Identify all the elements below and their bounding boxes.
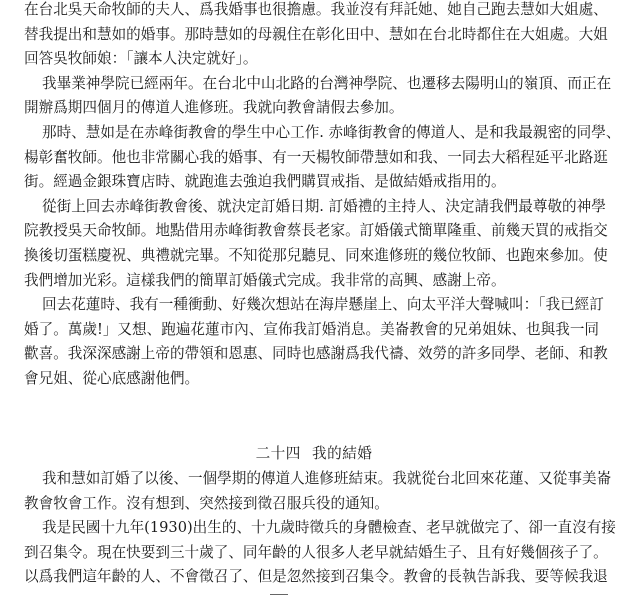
text-line: 歡喜。我深深感謝上帝的帶領和恩惠、同時也感謝爲我代禱、效勞的許多同學、老師、和教 [24, 345, 608, 363]
text-line: 街。經過金銀珠寶店時、就跑進去強迫我們購買戒指、是做結婚戒指用的。 [24, 173, 506, 191]
page-number-fragment [270, 594, 288, 599]
text-line: 我是民國十九年(1930)出生的、十九歲時徵兵的身體檢查、老早就做完了、卻一直沒有接 [42, 519, 616, 537]
text-line: 我們增加光彩。這樣我們的簡單訂婚儀式完成。我非常的高興、感謝上帝。 [24, 271, 506, 289]
text-line: 替我提出和慧如的婚事。那時慧如的母親住在彰化田中、慧如在台北時都住在大姐處。大姐 [24, 25, 608, 43]
text-line: 從街上回去赤峰街教會後、就決定訂婚日期. 訂婚禮的主持人、決定請我們最尊敬的神學 [42, 197, 606, 215]
text-line: 我畢業神學院已經兩年。在台北中山北路的台灣神學院、也遷移去陽明山的嶺頂、而正在 [42, 74, 612, 92]
text-line: 院教授吳天命牧師。地點借用赤峰街教會蔡長老家。訂婚儀式簡單隆重、前幾天買的戒指交 [24, 222, 608, 240]
text-line: 楊彰奮牧師。他也非常關心我的婚事、有一天楊牧師帶慧如和我、一同去大稻程延平北路逛 [24, 148, 608, 166]
text-line: 婚了。萬歲!」又想、跑遍花蓮市內、宣佈我訂婚消息。美崙教會的兄弟姐妹、也與我一同 [24, 320, 600, 338]
chapter-title: 我的結婚 [312, 445, 373, 462]
text-line: 會兄姐、從心底感謝他們。 [24, 369, 200, 387]
text-line: 教會牧會工作。沒有想到、突然接到徵召服兵役的通知。 [24, 494, 389, 512]
chapter-number: 二十四 [255, 445, 301, 462]
text-line: 到召集令。現在快要到三十歲了、同年齡的人很多人老早就結婚生子、且有好幾個孩子了。 [24, 543, 608, 561]
text-line: 那時、慧如是在赤峰街教會的學生中心工作. 赤峰街教會的傳道人、是和我最親密的同學、 [42, 123, 621, 141]
text-line: 以爲我們這年齡的人、不會徵召了、但是忽然接到召集令。教會的長執告訴我、要等候我退 [24, 568, 608, 586]
text-line: 我和慧如訂婚了以後、一個學期的傳道人進修班結束。我就從台北回來花蓮、又從事美崙 [42, 470, 612, 487]
text-line: 回去花蓮時、我有一種衝動、好幾次想站在海岸懸崖上、向太平洋大聲喊叫：「我已經訂 [42, 296, 604, 314]
text-line: 開辦爲期四個月的傳道人進修班。我就向教會請假去參加。 [24, 99, 404, 117]
body-text-lower [0, 467, 628, 590]
text-line: 在台北吳天命牧師的夫人、爲我婚事也很擔慮。我並沒有拜託她、她自己跑去慧如大姐處、 [24, 1, 608, 18]
paragraph-group [0, 467, 628, 590]
text-line: 回答吳牧師娘：「讓本人決定就好」。 [24, 50, 258, 68]
chapter-heading [0, 443, 628, 465]
text-line: 換後切蛋糕慶祝、典禮就完畢。不知從那兒聽見、同來進修班的幾位牧師、也跑來參加。使 [24, 246, 608, 264]
